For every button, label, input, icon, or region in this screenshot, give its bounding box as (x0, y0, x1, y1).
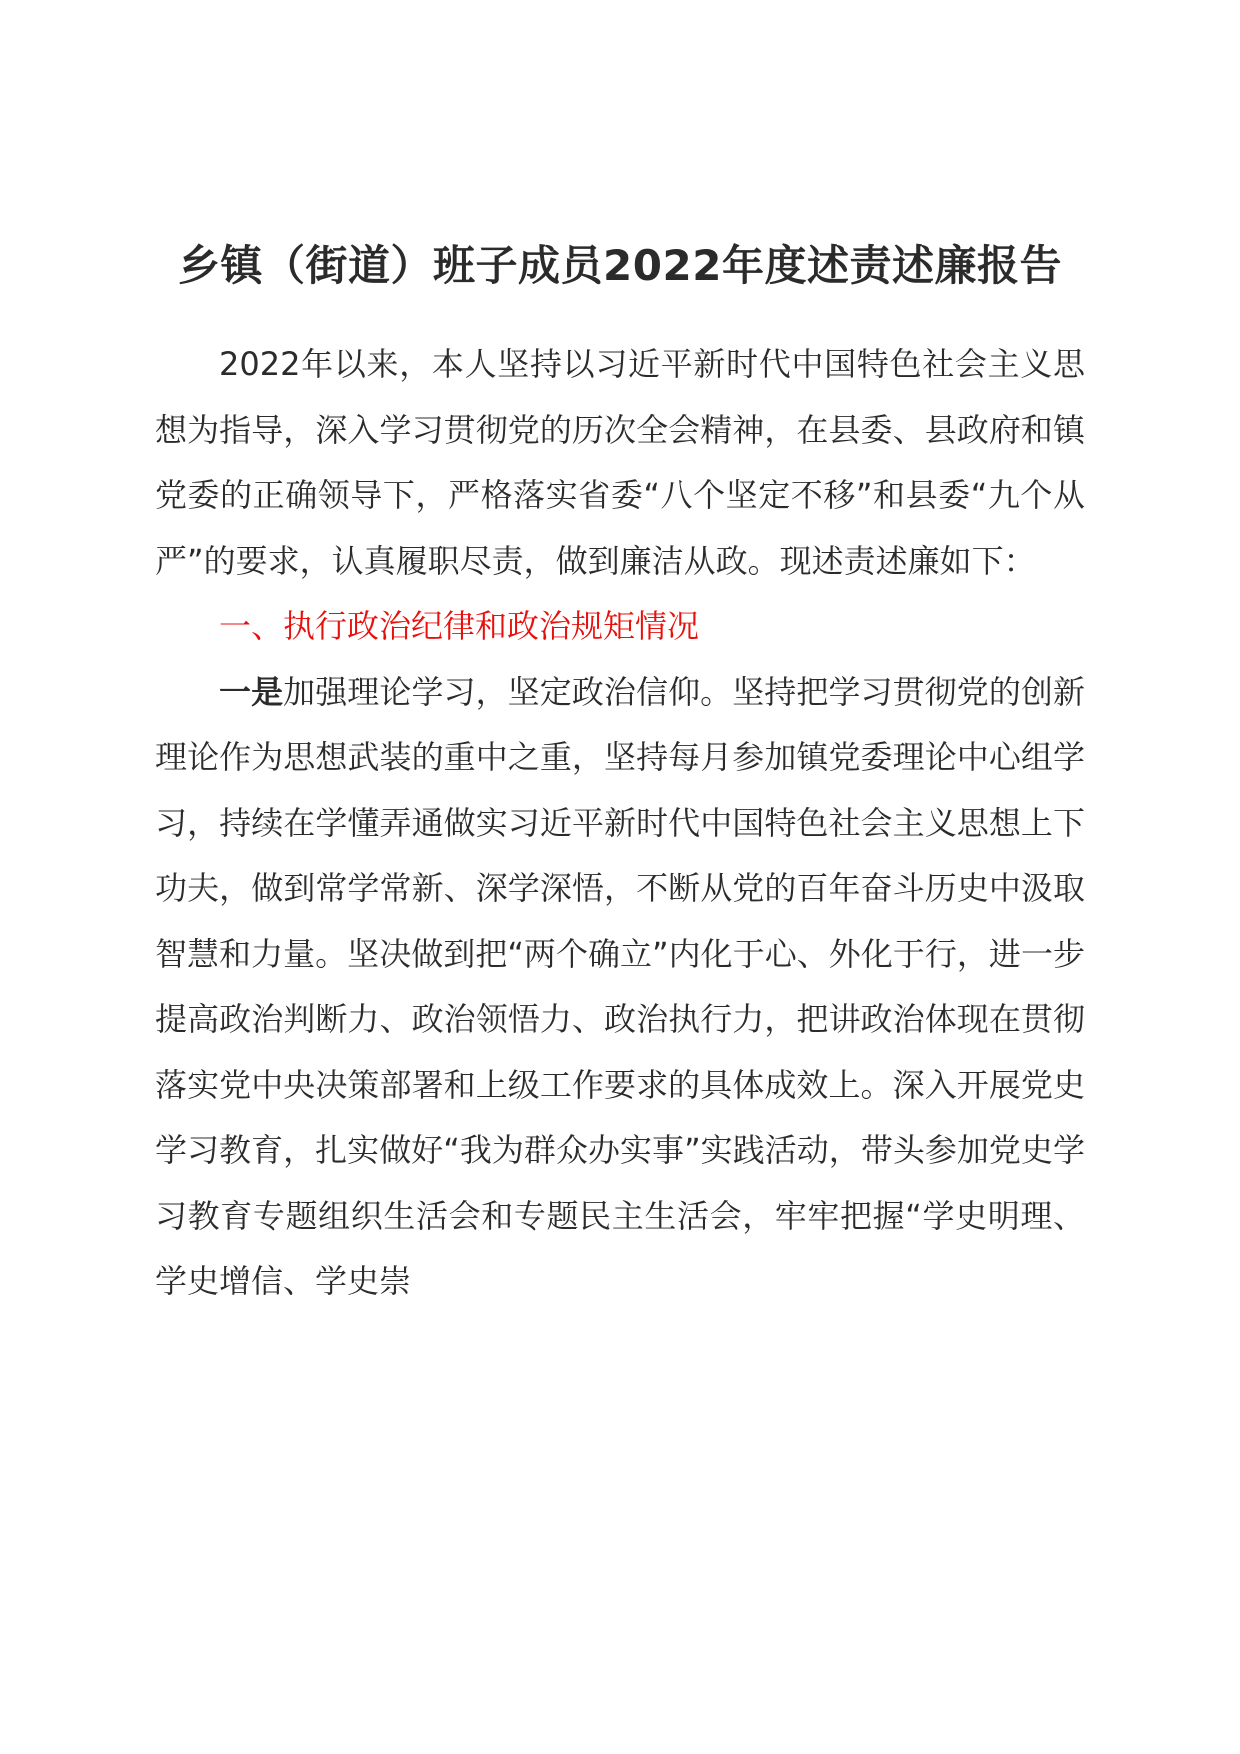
point-paragraph (155, 660, 1085, 1315)
intro-paragraph: 2022年以来，本人坚持以习近平新时代中国特色社会主义思想为指导，深入学习贯彻党的历次全会精神，在县委、县政府和镇党委的正确领导下，严格落实省委“八个坚定不移”和县委“九个从严”的要求，认真履职尽责，做到廉洁从政。现述责述廉如下： (155, 345, 1085, 580)
point-text: 加强理论学习，坚定政治信仰。坚持把学习贯彻党的创新理论作为思想武装的重中之重，坚持每月参加镇党委理论中心组学习，持续在学懂弄通做实习近平新时代中国特色社会主义思想上下功夫，做到常学常新、深学深悟，不断从党的百年奋斗历史中汲取智慧和力量。坚决做到把“两个确立”内化于心、外化于行，进一步提高政治判断力、政治领悟力、政治执行力，把讲政治体现在贯彻落实党中央决策部署和上级工作要求的具体成效上。深入开展党史学习教育，扎实做好“我为群众办实事”实践活动，带头参加党史学习教育专题组织生活会和专题民主生活会，牢牢把握“学史明理、学史增信、学史崇 (155, 672, 1085, 1300)
document-page (155, 238, 1085, 1315)
document-body (155, 332, 1085, 1315)
document-title: 乡镇（街道）班子成员2022年度述责述廉报告 (178, 241, 1062, 290)
section-heading: 一、执行政治纪律和政治规矩情况 (219, 607, 700, 645)
point-lead: 一是 (219, 672, 284, 711)
